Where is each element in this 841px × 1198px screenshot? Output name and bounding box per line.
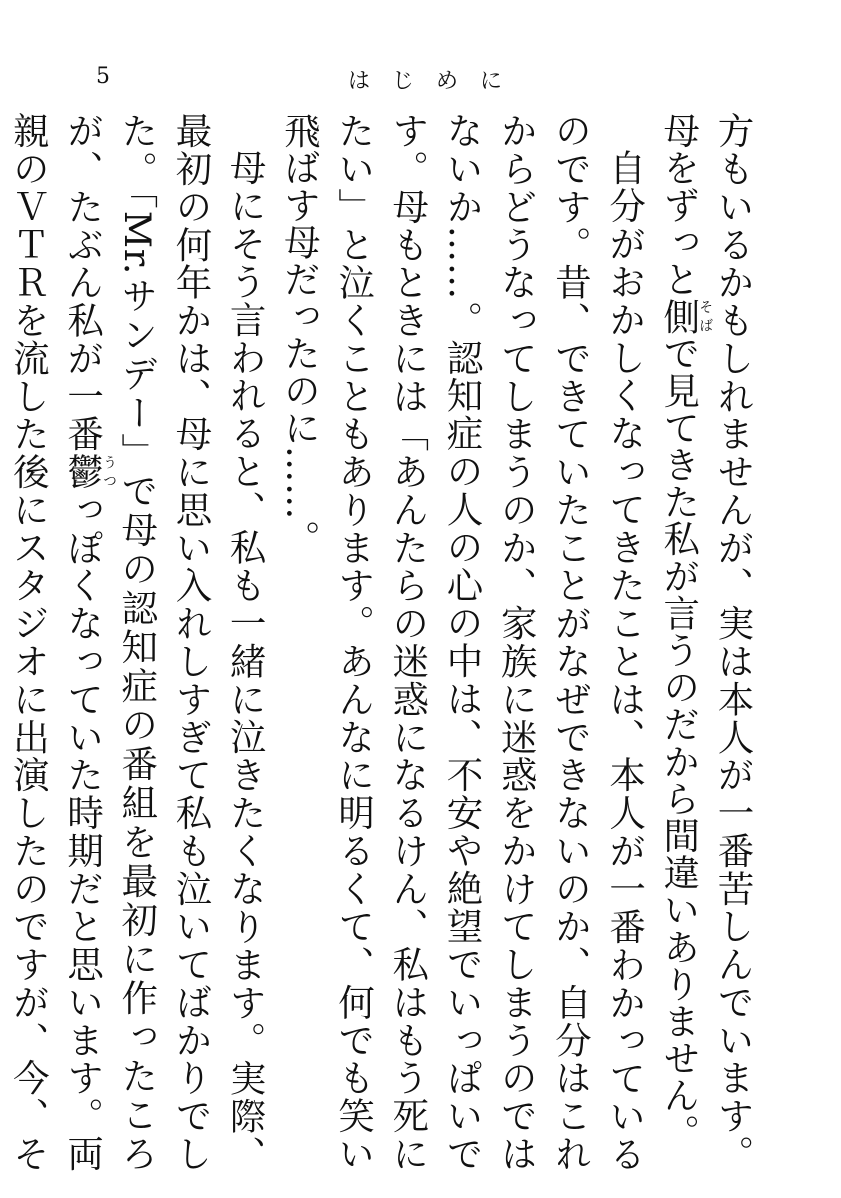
paragraph-text: 母にそう言われると、私も一緒に泣きたくなります。実際、最初の何年かは、母に思い入れしすぎて私も泣いてばかりでした。「Mr.サンデー」で母の認知症の番組を最初に作ったころが、たぶん私が一番	[61, 112, 268, 1172]
paragraph-text: 方もいるかもしれませんが、実は本人が一番苦しんでいます。母をずっと	[657, 112, 755, 1172]
paragraph-text: っぽくなっていた時期だと思います。両親のＶＴＲを流した後にスタジオに出演したのですが、今、そ	[7, 112, 105, 1172]
paragraph-1	[652, 112, 760, 1172]
ruby-reading: うつ	[101, 452, 118, 491]
paragraph-3	[0, 112, 272, 1172]
paragraph-text: で見てきた私が言うのだから間違いありません。	[657, 334, 701, 1151]
paragraph-2	[272, 112, 651, 1172]
ruby-base: 鬱	[61, 452, 105, 491]
ruby-soba	[657, 297, 714, 335]
page-number: 5	[96, 64, 110, 89]
running-head: はじめに	[348, 69, 525, 94]
ruby-utsu	[61, 452, 118, 491]
body-text	[7, 112, 760, 1172]
ruby-base: 側	[657, 297, 701, 335]
paragraph-text: 自分がおかしくなってきたことは、本人が一番わかっているのです。昔、できていたことがなぜできないのか、自分はこれからどうなってしまうのか、家族に迷惑をかけてしまうのではないか……。認知症の人の心の中は、不安や絶望でいっぱいです。母もときには「あんたらの迷惑になるけん、私はもう死にたい」と泣くこともあります。あんなに明るくて、何でも笑い飛ばす母だったのに……。	[278, 112, 647, 1172]
ruby-reading: そば	[697, 297, 714, 335]
